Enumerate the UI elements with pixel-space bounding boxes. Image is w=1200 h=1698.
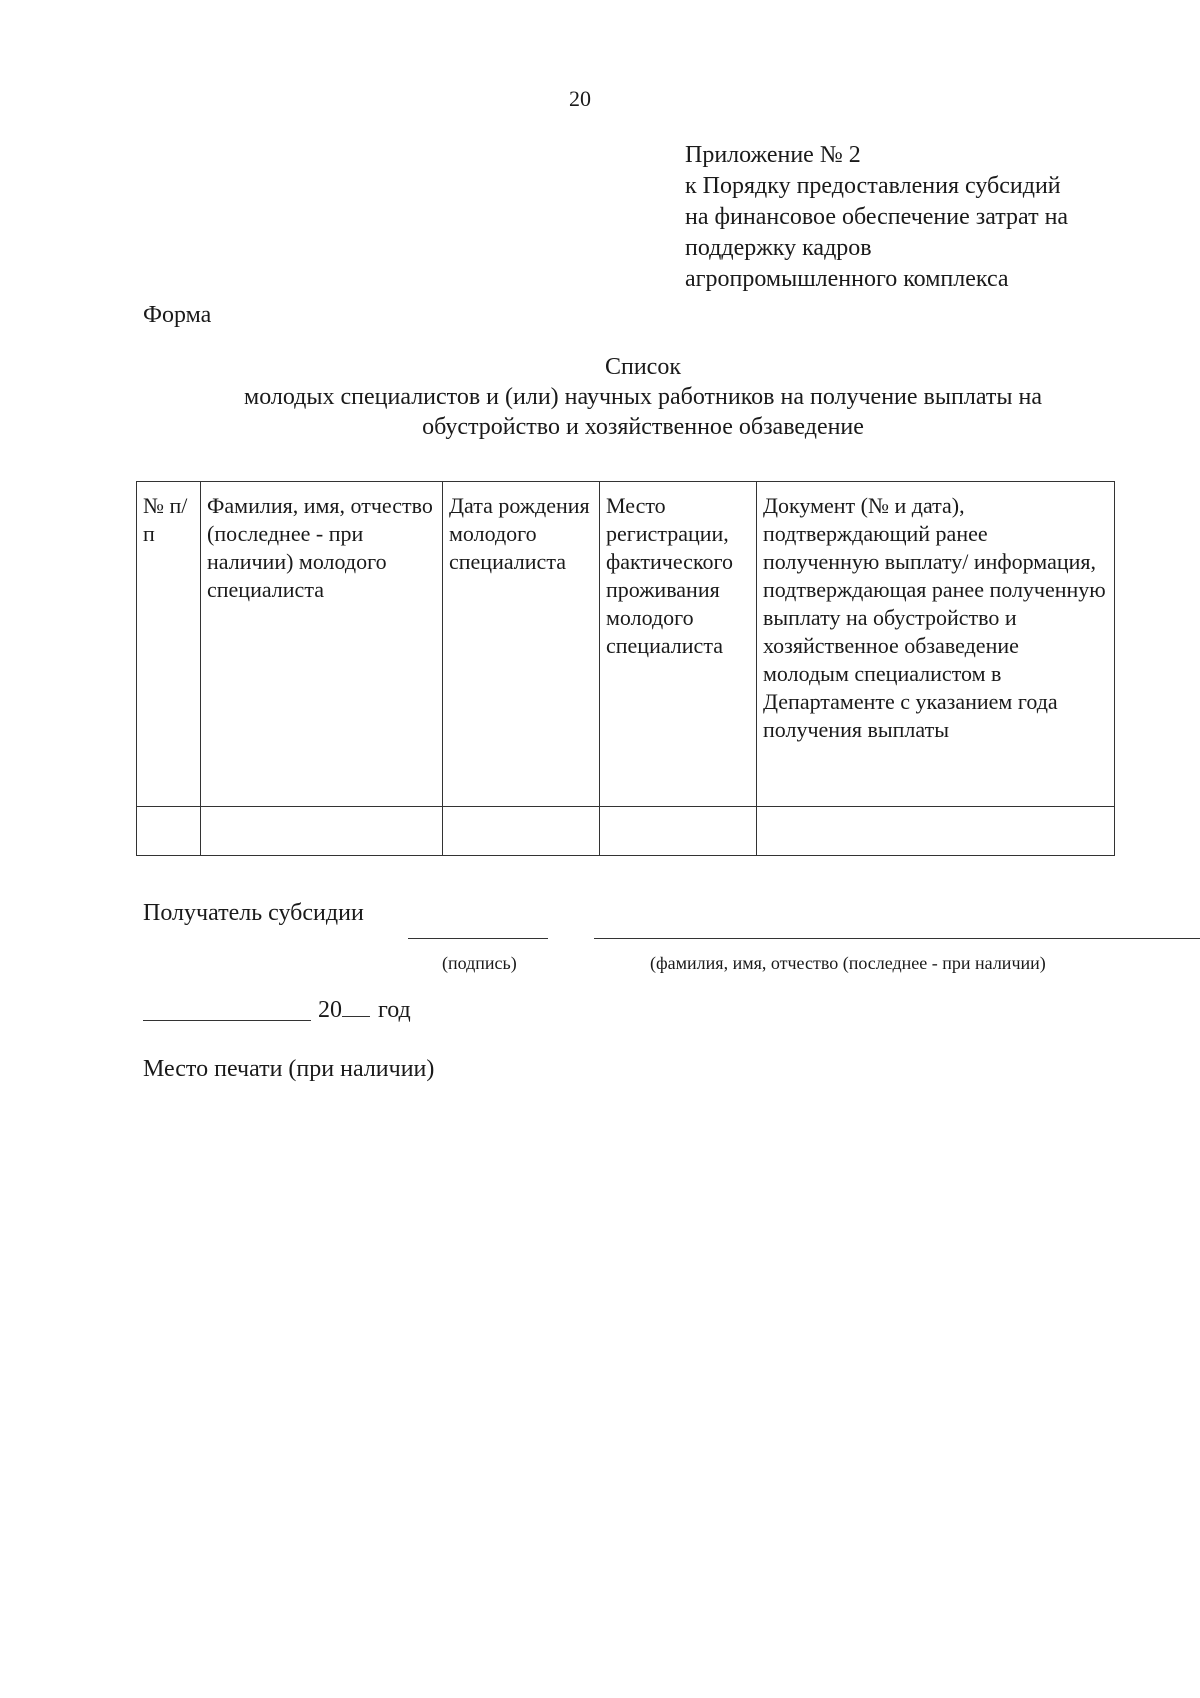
appendix-header <box>685 140 1068 295</box>
page-number: 20 <box>569 86 591 111</box>
recipient-label: Получатель субсидии <box>143 900 364 926</box>
appendix-line: поддержку кадров <box>685 235 872 261</box>
header-full-name: Фамилия, имя, отчество (последнее - при наличии) молодого специалиста <box>201 482 443 807</box>
full-name-caption: (фамилия, имя, отчество (последнее - при наличии) <box>650 953 1046 973</box>
header-number: № п/п <box>137 482 201 807</box>
title-line: молодых специалистов и (или) научных работников на получение выплаты на <box>244 384 1042 410</box>
seal-place: Место печати (при наличии) <box>143 1056 435 1082</box>
header-document: Документ (№ и дата), подтверждающий ранее полученную выплату/ информация, подтверждающая ранее полученную выплату на обустройство и хозяйственное обзаведение молодым специалистом в Департаменте с указанием года получения выплаты <box>757 482 1115 807</box>
appendix-line: к Порядку предоставления субсидий <box>685 173 1061 199</box>
form-label: Форма <box>143 302 212 328</box>
table-cell[interactable] <box>757 807 1115 856</box>
table-header-row <box>137 482 1115 807</box>
signature-caption: (подпись) <box>442 953 517 973</box>
title-line: Список <box>604 354 681 380</box>
header-birth-date: Дата рождения молодого специалиста <box>443 482 600 807</box>
date-day-month-line[interactable] <box>143 1020 311 1021</box>
full-name-line[interactable] <box>594 938 1200 939</box>
appendix-line: агропромышленного комплекса <box>685 266 1009 292</box>
appendix-line: Приложение № 2 <box>685 142 861 168</box>
signature-line[interactable] <box>408 938 548 939</box>
table-cell[interactable] <box>600 807 757 856</box>
table-cell[interactable] <box>443 807 600 856</box>
appendix-line: на финансовое обеспечение затрат на <box>685 204 1069 230</box>
date-year-suffix: год <box>378 997 411 1023</box>
table-cell[interactable] <box>201 807 443 856</box>
table-cell[interactable] <box>137 807 201 856</box>
specialists-table <box>136 481 1115 856</box>
date-year-prefix: 20 <box>318 997 342 1023</box>
document-title <box>143 352 1143 442</box>
date-year <box>318 994 411 1024</box>
header-residence: Место регистрации, фактического проживания молодого специалиста <box>600 482 757 807</box>
year-blank[interactable] <box>342 994 370 1017</box>
table-row <box>137 807 1115 856</box>
title-line: обустройство и хозяйственное обзаведение <box>422 414 864 440</box>
